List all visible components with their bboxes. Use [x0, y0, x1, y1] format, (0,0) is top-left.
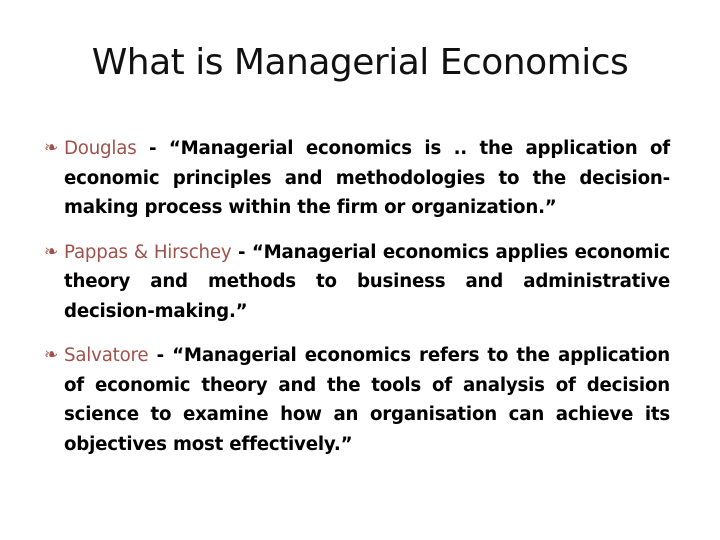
- author-name: Pappas & Hirschey: [64, 241, 232, 263]
- definition-list: [44, 134, 670, 474]
- definition-item-pappas-hirschey: [44, 238, 670, 327]
- definition-quote: “Managerial economics refers to the application of economic theory and the tools of analysis of decision science to examine how an organisation can achieve its objectives most effectively.”: [64, 345, 670, 455]
- separator: -: [231, 241, 252, 263]
- definition-quote: “Managerial economics applies economic theory and methods to business and administrative decision-making.”: [64, 241, 670, 322]
- separator: -: [136, 138, 169, 159]
- definition-quote: “Managerial economics is .. the application of economic principles and methodologies to the decision-making process within the firm or organization.”: [64, 138, 670, 218]
- leaf-icon: ❧: [44, 345, 59, 365]
- separator: -: [148, 345, 173, 366]
- slide-title: What is Managerial Economics: [91, 42, 629, 83]
- leaf-icon: ❧: [44, 138, 59, 158]
- leaf-icon: ❧: [44, 241, 59, 262]
- author-name: Douglas: [64, 138, 137, 159]
- definition-item-douglas: [44, 134, 670, 223]
- author-name: Salvatore: [64, 345, 149, 366]
- definition-item-salvatore: [44, 341, 670, 459]
